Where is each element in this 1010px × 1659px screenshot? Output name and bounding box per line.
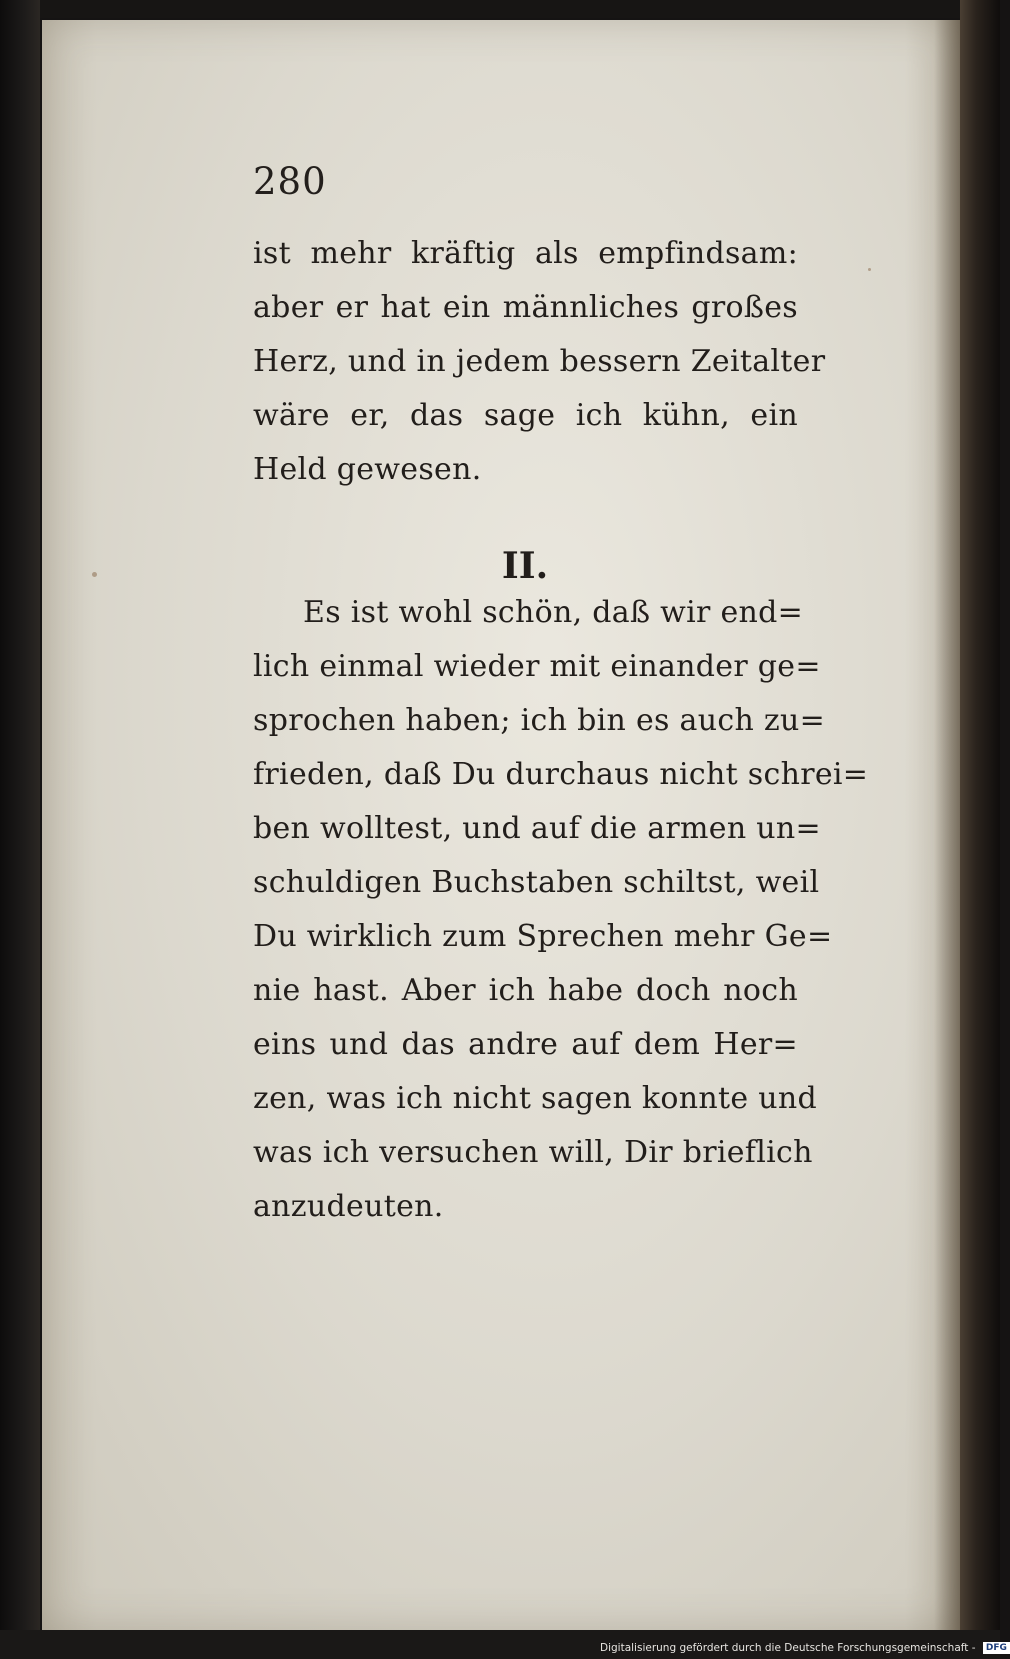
text-line: aber er hat ein männliches großes [253, 290, 798, 325]
text-line: eins und das andre auf dem Her= [253, 1027, 798, 1062]
text-line: ben wolltest, und auf die armen un= [253, 811, 821, 846]
paper-speck [868, 268, 871, 271]
page-gutter-shadow [934, 20, 960, 1630]
text-line: Herz, und in jedem bessern Zeitalter [253, 344, 826, 379]
text-line: Du wirklich zum Sprechen mehr Ge= [253, 919, 833, 954]
dfg-logo: DFG [983, 1642, 1010, 1654]
text-line: frieden, daß Du durchaus nicht schrei= [253, 757, 869, 792]
section-heading: II. [501, 545, 549, 587]
digitization-credit [600, 1640, 1007, 1656]
credit-text: Digitalisierung gefördert durch die Deutsche Forschungsgemeinschaft - [600, 1642, 976, 1654]
text-line: lich einmal wieder mit einander ge= [253, 649, 821, 684]
paper-speck [92, 572, 97, 577]
text-line: wäre er, das sage ich kühn, ein [253, 398, 798, 433]
scan-left-edge [0, 0, 40, 1659]
text-line: schuldigen Buchstaben schiltst, weil [253, 865, 820, 900]
book-spine-edge [960, 0, 1000, 1659]
text-line: was ich versuchen will, Dir brieflich [253, 1135, 813, 1170]
text-line: Es ist wohl schön, daß wir end= [303, 595, 804, 630]
scan-top-edge [0, 0, 1000, 18]
text-line: Held gewesen. [253, 452, 482, 487]
text-line: ist mehr kräftig als empfindsam: [253, 236, 798, 271]
text-line: sprochen haben; ich bin es auch zu= [253, 703, 826, 738]
text-line: zen, was ich nicht sagen konnte und [253, 1081, 818, 1116]
page-number: 280 [253, 160, 327, 203]
text-line: nie hast. Aber ich habe doch noch [253, 973, 798, 1008]
text-line: anzudeuten. [253, 1189, 444, 1224]
